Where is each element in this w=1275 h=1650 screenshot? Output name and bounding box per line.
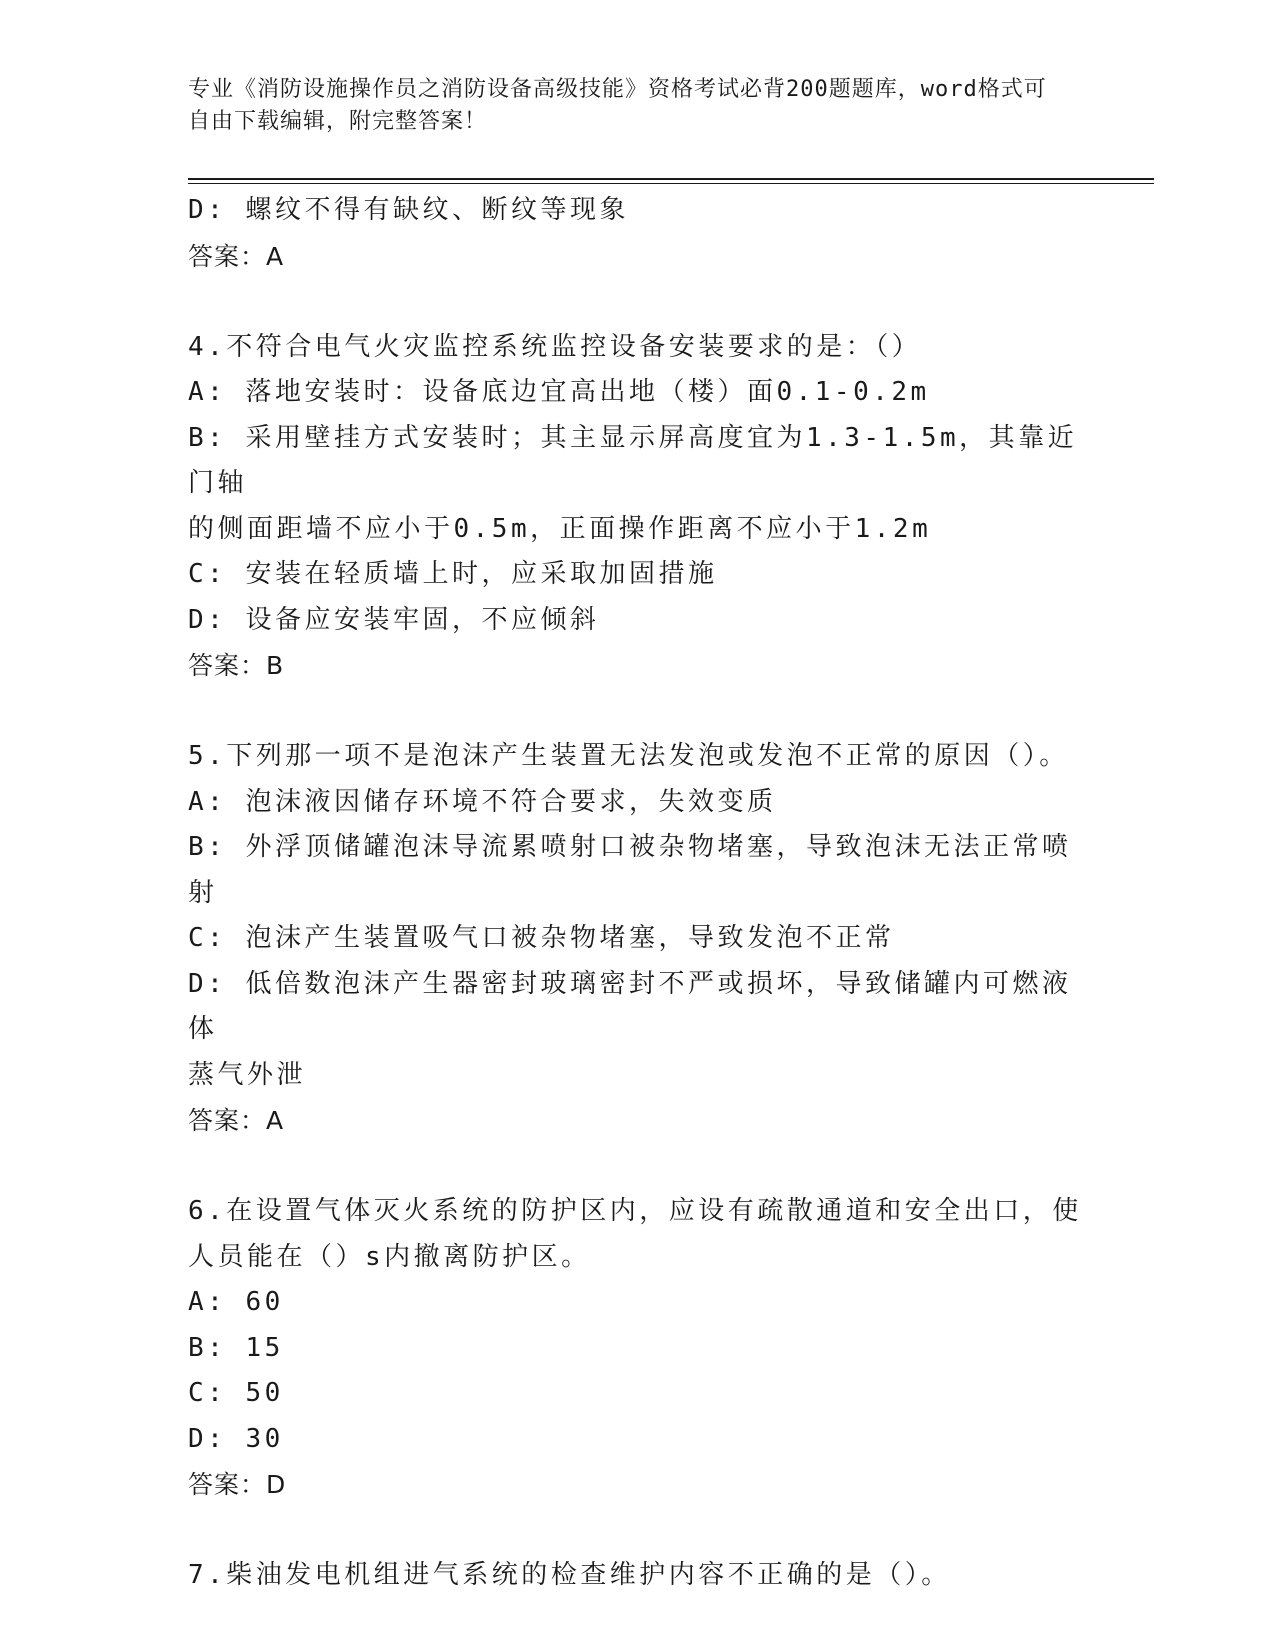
option-b-continued: 的侧面距墙不应小于0.5m，正面操作距离不应小于1.2m [188,513,932,544]
answer: 答案：A [188,1106,285,1135]
option-d: D: 低倍数泡沫产生器密封玻璃密封不严或损坏，导致储罐内可燃液体 [188,968,1072,1044]
option-a: A: 泡沫液因储存环境不符合要求，失效变质 [188,786,777,817]
option-c: C: 50 [188,1378,284,1408]
option-c: C: 泡沫产生装置吸气口被杂物堵塞，导致发泡不正常 [188,923,895,953]
question-text: 5.下列那一项不是泡沫产生装置无法发泡或发泡不正常的原因（）。 [188,741,1069,771]
question-7 [188,1553,1088,1599]
question-5 [188,734,1088,1144]
option-d-continued: 蒸气外泄 [188,1059,307,1090]
answer: 答案：D [188,1470,287,1499]
spacer [188,1508,1088,1554]
question-4 [188,325,1088,689]
question-text-continued: 人员能在（）s内撤离防护区。 [188,1241,591,1272]
option-a: A: 落地安装时：设备底边宜高出地（楼）面0.1-0.2m [188,377,930,407]
header-divider-thick [188,178,1154,180]
question-list [188,188,1088,1599]
option-b: B: 外浮顶储罐泡沫导流累喷射口被杂物堵塞，导致泡沫无法正常喷射 [188,832,1072,908]
document-header: 专业《消防设施操作员之消防设备高级技能》资格考试必背200题题库，word格式可自由下载编辑，附完整答案！ [188,77,1047,134]
option-b: B: 15 [188,1332,284,1363]
option-d: D: 螺纹不得有缺纹、断纹等现象 [188,195,629,225]
question-3-tail [188,188,1088,279]
option-d: D: 设备应安装牢固，不应倾斜 [188,604,600,635]
spacer [188,1144,1088,1190]
option-b: B: 采用壁挂方式安装时；其主显示屏高度宜为1.3-1.5m，其靠近门轴 [188,422,1078,498]
question-6 [188,1189,1088,1508]
question-text: 4.不符合电气火灾监控系统监控设备安装要求的是：（） [188,331,922,362]
option-d: D: 30 [188,1423,284,1454]
question-text: 7.柴油发电机组进气系统的检查维护内容不正确的是（）。 [188,1560,951,1590]
answer: 答案：A [188,241,285,271]
option-c: C: 安装在轻质墙上时，应采取加固措施 [188,559,718,589]
question-text: 6.在设置气体灭火系统的防护区内，应设有疏散通道和安全出口，使 [188,1196,1082,1226]
spacer [188,689,1088,735]
header-divider-thin [188,183,1154,184]
option-a: A: 60 [188,1287,284,1317]
spacer [188,279,1088,325]
answer: 答案：B [188,651,285,680]
